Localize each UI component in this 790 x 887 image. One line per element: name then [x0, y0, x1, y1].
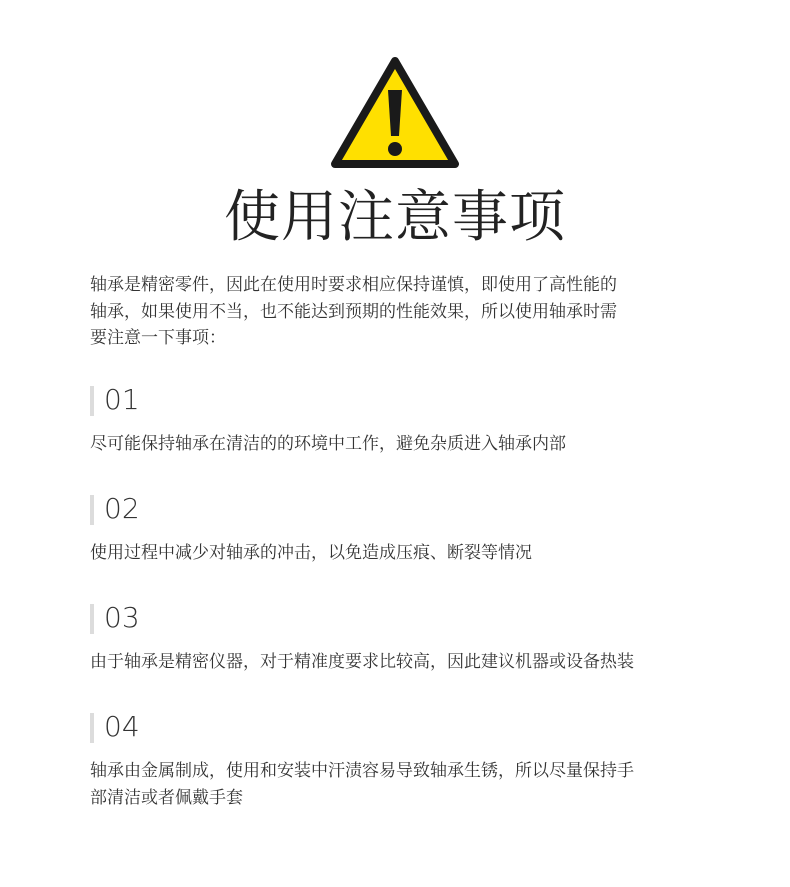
section-heading [90, 383, 750, 422]
section-heading [90, 710, 750, 749]
section-text [90, 758, 750, 812]
section-number: 02 [104, 492, 140, 525]
section-heading [90, 492, 750, 531]
section-marker-bar [90, 386, 94, 416]
section-number: 03 [104, 601, 140, 634]
intro-line: 要注意一下事项： [90, 328, 226, 348]
section-03 [90, 601, 750, 676]
intro-line: 轴承，如果使用不当，也不能达到预期的性能效果，所以使用轴承时需 [90, 301, 617, 322]
section-marker-bar [90, 495, 94, 525]
section-text-line: 部清洁或者佩戴手套 [90, 788, 243, 808]
section-text: 尽可能保持轴承在清洁的的环境中工作，避免杂质进入轴承内部 [90, 434, 566, 454]
intro-line: 轴承是精密零件，因此在使用时要求相应保持谨慎，即使用了高性能的 [90, 275, 617, 295]
section-marker-bar [90, 713, 94, 743]
section-marker-bar [90, 604, 94, 634]
section-04 [90, 710, 750, 812]
section-text-line: 轴承由金属制成，使用和安装中汗渍容易导致轴承生锈，所以尽量保持手 [90, 761, 634, 781]
section-text: 使用过程中减少对轴承的冲击，以免造成压痕、断裂等情况 [90, 543, 532, 563]
warning-triangle-icon [330, 56, 460, 171]
section-number: 01 [104, 383, 140, 416]
section-01 [90, 383, 750, 458]
page-title: 使用注意事项 [224, 185, 566, 250]
section-number: 04 [104, 710, 140, 743]
intro-paragraph [90, 272, 730, 352]
section-heading [90, 601, 750, 640]
section-02 [90, 492, 750, 567]
section-text: 由于轴承是精密仪器，对于精准度要求比较高，因此建议机器或设备热装 [90, 652, 634, 672]
